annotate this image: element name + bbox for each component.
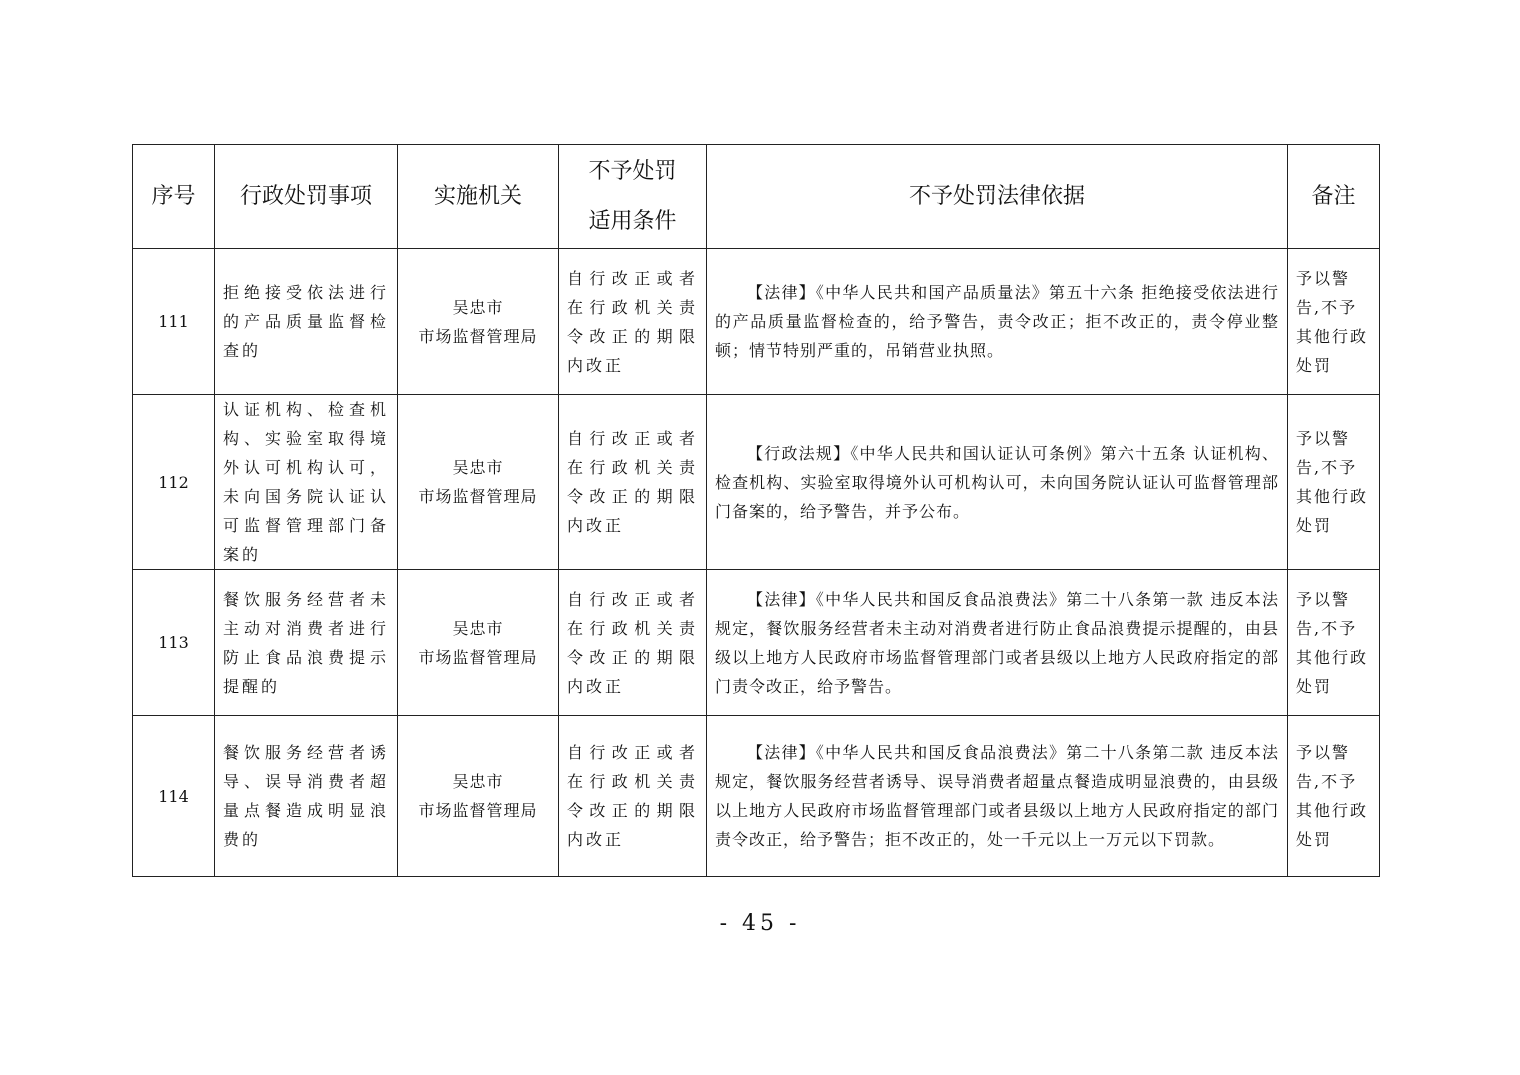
header-note: 备注 [1288, 145, 1380, 249]
agency-bureau: 市场监督管理局 [418, 647, 538, 667]
remark: 予以警告,不予其他行政处罚 [1288, 395, 1380, 570]
header-condition-line2: 适用条件 [588, 208, 677, 234]
agency [398, 249, 559, 395]
agency [398, 395, 559, 570]
legal-basis [707, 395, 1288, 570]
agency-city: 吴忠市 [452, 618, 504, 638]
applicable-condition: 自行改正或者在行政机关责令改正的期限内改正 [559, 570, 707, 716]
legal-basis-text: 【法律】《中华人民共和国产品质量法》第五十六条 拒绝接受依法进行的产品质量监督检查的，给予警告，责令改正；拒不改正的，责令停业整顿；情节特别严重的，吊销营业执照。 [715, 283, 1279, 360]
legal-basis-text: 【行政法规】《中华人民共和国认证认可条例》第六十五条 认证机构、检查机构、实验室取得境外认可机构认可，未向国务院认证认可监督管理部门备案的，给予警告，并予公布。 [715, 443, 1279, 521]
row-number: 111 [133, 249, 215, 395]
applicable-condition: 自行改正或者在行政机关责令改正的期限内改正 [559, 249, 707, 395]
header-basis: 不予处罚法律依据 [707, 145, 1288, 249]
penalty-item: 认证机构、检查机构、实验室取得境外认可机构认可，未向国务院认证认可监督管理部门备案的 [215, 395, 398, 570]
penalty-item: 餐饮服务经营者诱导、误导消费者超量点餐造成明显浪费的 [215, 716, 398, 877]
header-no: 序号 [133, 145, 215, 249]
penalty-item: 餐饮服务经营者未主动对消费者进行防止食品浪费提示提醒的 [215, 570, 398, 716]
agency-city: 吴忠市 [452, 772, 504, 791]
agency-city: 吴忠市 [452, 297, 504, 317]
table-header-row [133, 145, 1380, 249]
applicable-condition: 自行改正或者在行政机关责令改正的期限内改正 [559, 395, 707, 570]
table-row [133, 249, 1380, 395]
remark: 予以警告,不予其他行政处罚 [1288, 249, 1380, 395]
penalty-table [132, 144, 1380, 877]
row-number: 113 [133, 570, 215, 716]
penalty-item: 拒绝接受依法进行的产品质量监督检查的 [215, 249, 398, 395]
header-condition [559, 145, 707, 249]
agency [398, 716, 559, 877]
legal-basis-text: 【法律】《中华人民共和国反食品浪费法》第二十八条第二款 违反本法规定，餐饮服务经营者诱导、误导消费者超量点餐造成明显浪费的，由县级以上地方人民政府市场监督管理部门或者县级以上地方人民政府指定的部门责令改正，给予警告；拒不改正的，处一千元以上一万元以下罚款。 [715, 743, 1279, 849]
table-row [133, 716, 1380, 877]
agency-bureau: 市场监督管理局 [418, 487, 538, 506]
header-item: 行政处罚事项 [215, 145, 398, 249]
agency-bureau: 市场监督管理局 [418, 801, 538, 820]
remark: 予以警告,不予其他行政处罚 [1288, 570, 1380, 716]
row-number: 114 [133, 716, 215, 877]
legal-basis [707, 570, 1288, 716]
legal-basis [707, 716, 1288, 877]
header-agency: 实施机关 [398, 145, 559, 249]
row-number: 112 [133, 395, 215, 570]
legal-basis-text: 【法律】《中华人民共和国反食品浪费法》第二十八条第一款 违反本法规定，餐饮服务经营者未主动对消费者进行防止食品浪费提示提醒的，由县级以上地方人民政府市场监督管理部门或者县级以上地方人民政府指定的部门责令改正，给予警告。 [715, 589, 1279, 696]
page-number: - 45 - [719, 911, 801, 936]
agency-bureau: 市场监督管理局 [418, 326, 538, 346]
header-condition-line1: 不予处罚 [588, 158, 677, 184]
remark: 予以警告,不予其他行政处罚 [1288, 716, 1380, 877]
applicable-condition: 自行改正或者在行政机关责令改正的期限内改正 [559, 716, 707, 877]
table-row [133, 395, 1380, 570]
table-row [133, 570, 1380, 716]
agency [398, 570, 559, 716]
legal-basis [707, 249, 1288, 395]
agency-city: 吴忠市 [452, 458, 504, 477]
